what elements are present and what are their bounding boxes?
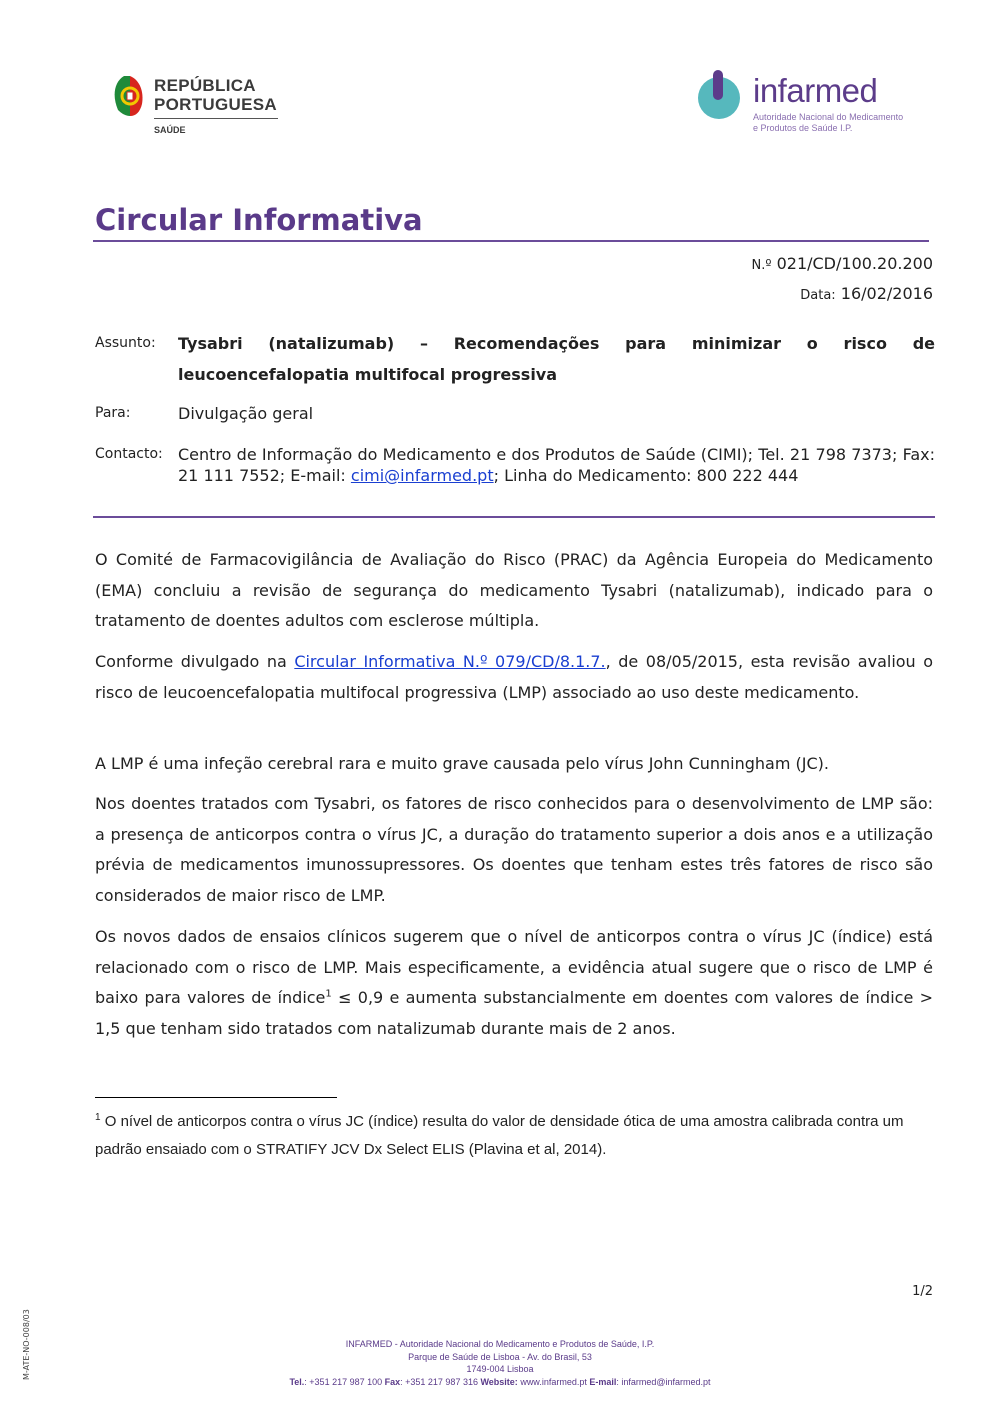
paragraph-1: O Comité de Farmacovigilância de Avaliação do Risco (PRAC) da Agência Europeia do Medicamento (EMA) concluiu a revisão de segurança do medicamento Tysabri (natalizumab), indicado para o tratamento de doentes adultos com esclerose múltipla. xyxy=(95,550,933,630)
contact-text-pre: Centro de Informação do Medicamento e dos Produtos de Saúde (CIMI); Tel. 21 798 7373; Fax: 21 111 7552; E-mail: xyxy=(178,445,935,485)
title-divider xyxy=(93,240,929,242)
date-label: Data: xyxy=(800,288,836,303)
subject-value: Tysabri (natalizumab) – Recomendações para minimizar o risco de leucoencefalopatia multifocal progressiva xyxy=(178,334,935,384)
paragraph-3: A LMP é uma infeção cerebral rara e muito grave causada pelo vírus John Cunningham (JC). xyxy=(95,754,829,773)
infarmed-subtitle xyxy=(753,112,903,134)
circular-date xyxy=(800,284,933,303)
number-value: 021/CD/100.20.200 xyxy=(776,254,933,273)
document-code: M-ATE-NO-008/03 xyxy=(22,1309,31,1380)
infarmed-subtitle-line1: Autoridade Nacional do Medicamento xyxy=(753,112,904,122)
footer-contacts xyxy=(0,1376,1000,1389)
footer-email-label: E-mail xyxy=(589,1376,617,1387)
footer-tel-label: Tel. xyxy=(289,1376,305,1387)
infarmed-mark-icon xyxy=(695,68,747,120)
page-footer xyxy=(0,1338,1000,1388)
footnote xyxy=(95,1108,935,1164)
footer-city: 1749-004 Lisboa xyxy=(466,1364,534,1374)
paragraph-2-pre: Conforme divulgado na xyxy=(95,652,295,671)
contact-value xyxy=(178,444,935,486)
number-label: N.º xyxy=(751,258,772,273)
footer-fax-label: Fax xyxy=(384,1376,401,1387)
circular-reference-link[interactable]: Circular Informativa N.º 079/CD/8.1.7. xyxy=(294,652,606,671)
to-label: Para: xyxy=(95,405,131,421)
to-value: Divulgação geral xyxy=(178,404,314,423)
paragraph-2 xyxy=(95,647,933,708)
footnote-text: O nível de anticorpos contra o vírus JC (índice) resulta do valor de densidade ótica de uma amostra calibrada contra um padrão ensaiado com o STRATIFY JCV Dx Select ELIS (Plavina et al, 2014). xyxy=(95,1113,904,1158)
footnote-divider xyxy=(95,1097,337,1098)
footer-fax: : +351 217 987 316 xyxy=(400,1376,481,1387)
infarmed-logo xyxy=(695,68,905,140)
document-title: Circular Informativa xyxy=(95,203,423,237)
contact-text-post: ; Linha do Medicamento: 800 222 444 xyxy=(493,466,799,485)
paragraph-5 xyxy=(95,922,933,1044)
header-divider xyxy=(93,516,935,518)
footer-tel: : +351 217 987 100 xyxy=(304,1376,385,1387)
page-number: 1/2 xyxy=(912,1284,933,1299)
footer-address: Parque de Saúde de Lisboa - Av. do Brasil, 53 xyxy=(408,1351,592,1362)
footer-org: INFARMED - Autoridade Nacional do Medicamento e Produtos de Saúde, I.P. xyxy=(345,1339,655,1349)
infarmed-name: infarmed xyxy=(753,72,878,109)
logo-divider xyxy=(154,118,278,119)
date-value: 16/02/2016 xyxy=(840,284,933,303)
logo-text-line2: PORTUGUESA xyxy=(154,95,277,114)
logo-subtitle: SAÚDE xyxy=(154,125,186,135)
infarmed-subtitle-line2: e Produtos de Saúde I.P. xyxy=(753,123,853,133)
republica-portuguesa-logo xyxy=(110,72,300,142)
paragraph-5-post: ≤ 0,9 e aumenta substancialmente em doentes com valores de índice > 1,5 que tenham sido tratados com natalizumab durante mais de 2 anos. xyxy=(95,988,933,1038)
footer-email: : infarmed@infarmed.pt xyxy=(616,1376,711,1387)
paragraph-2-post: , de 08/05/2015, esta revisão avaliou o risco de leucoencefalopatia multifocal progressiva (LMP) associado ao uso deste medicamento. xyxy=(95,652,934,702)
subject-label: Assunto: xyxy=(95,335,156,351)
paragraph-4: Nos doentes tratados com Tysabri, os fatores de risco conhecidos para o desenvolvimento de LMP são: a presença de anticorpos contra o vírus JC, a duração do tratamento superior a dois anos e a utilização prévia de medicamentos imunossupressores. Os doentes que tenham estes três fatores de risco são considerados de maior risco de LMP. xyxy=(95,794,933,905)
footnote-number: 1 xyxy=(95,1112,101,1123)
contact-label: Contacto: xyxy=(95,446,163,462)
logo-text-line1: REPÚBLICA xyxy=(154,76,256,95)
footnote-ref: 1 xyxy=(325,988,332,1000)
contact-email-link[interactable]: cimi@infarmed.pt xyxy=(350,466,494,485)
footer-web: www.infarmed.pt xyxy=(517,1376,590,1387)
circular-number xyxy=(752,254,934,273)
footer-web-label: Website: xyxy=(480,1376,518,1387)
portuguese-emblem-icon xyxy=(110,74,146,118)
paragraph-5-pre: Os novos dados de ensaios clínicos sugerem que o nível de anticorpos contra o vírus JC (índice) está relacionado com o risco de LMP. Mais especificamente, a evidência atual sugere que o risco de LMP é baixo para valores de índice xyxy=(95,927,933,1007)
